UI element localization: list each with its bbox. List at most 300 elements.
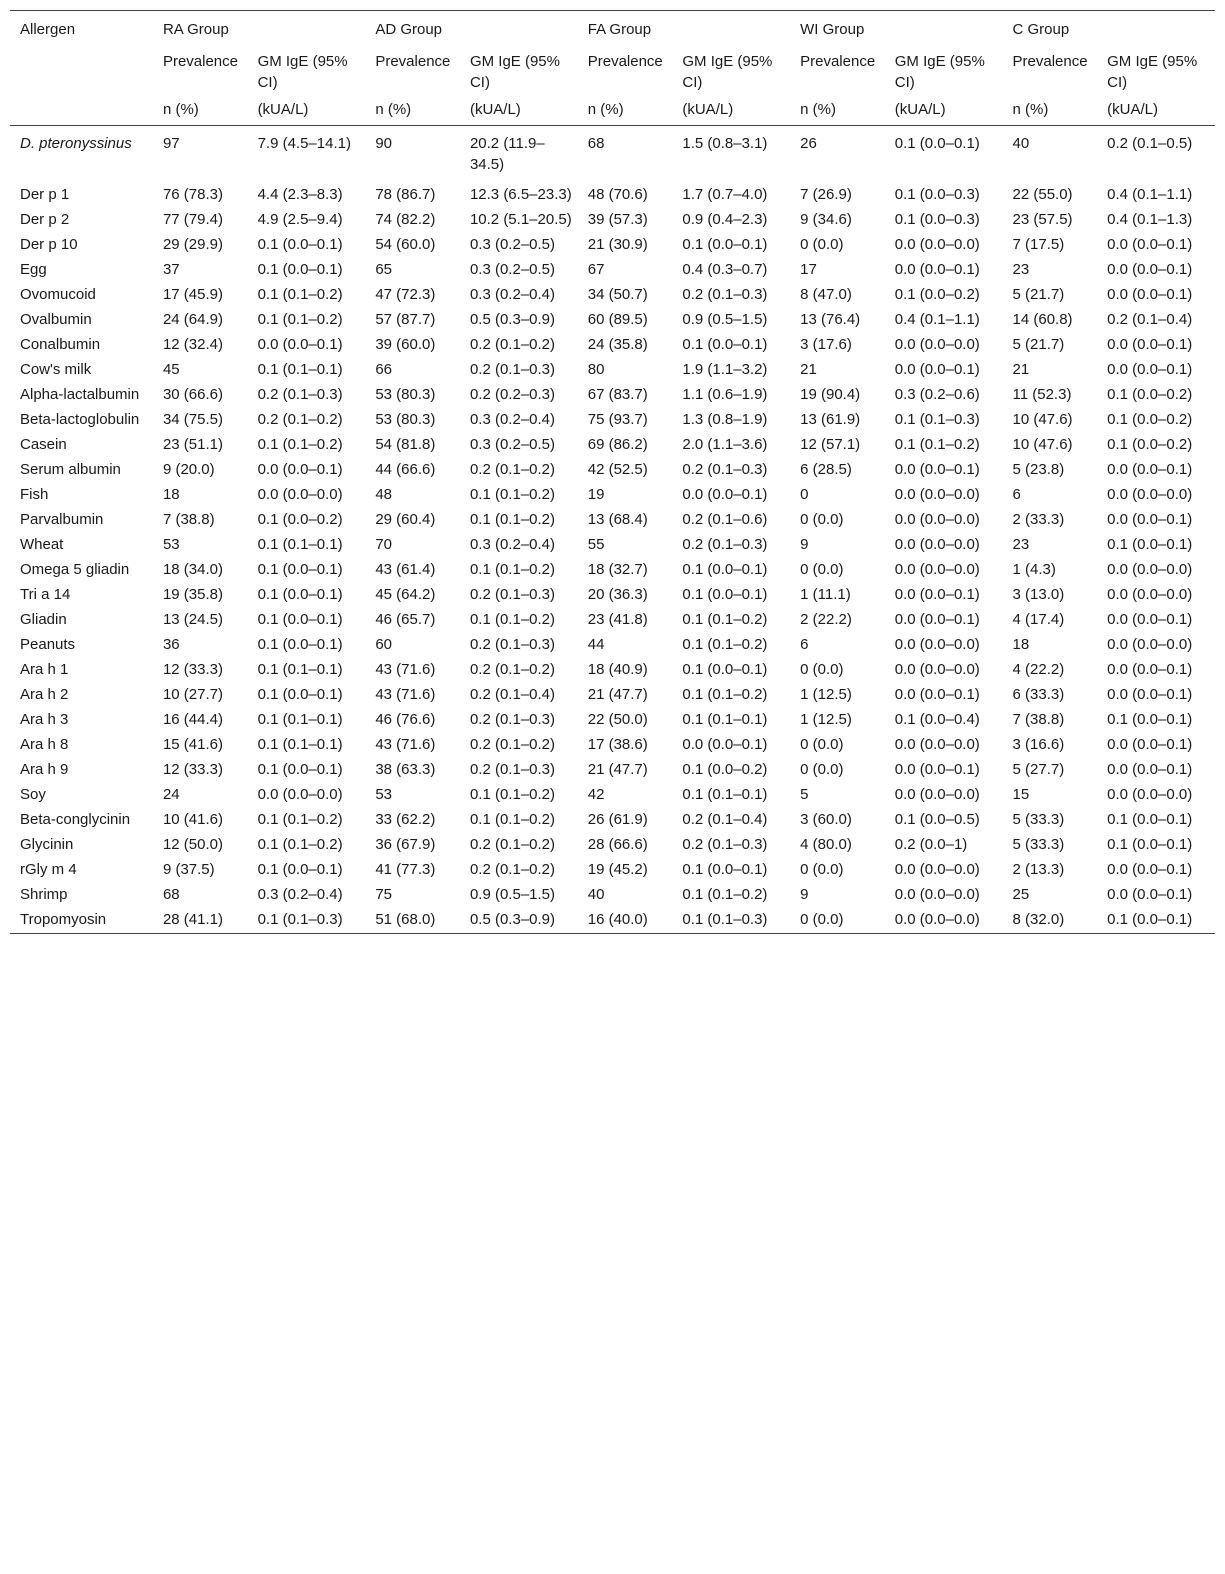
gm-ige-cell-fa: 0.1 (0.1–0.2) xyxy=(682,686,768,703)
table-row xyxy=(10,806,1215,831)
gm-ige-cell-c: 0.4 (0.1–1.3) xyxy=(1107,211,1193,228)
prevalence-cell-wi: 0 (0.0) xyxy=(800,236,844,253)
group-header-wi: WI Group xyxy=(800,21,865,38)
gm-ige-cell-ad: 12.3 (6.5–23.3) xyxy=(469,186,572,203)
prevalence-cell-wi: 12 (57.1) xyxy=(800,436,861,453)
gm-ige-cell-ra: 0.1 (0.0–0.1) xyxy=(257,561,343,578)
allergen-name: Ovalbumin xyxy=(20,311,92,328)
table-row xyxy=(10,556,1215,581)
prevalence-cell-ad: 65 xyxy=(375,261,393,278)
prevalence-cell-fa: 75 (93.7) xyxy=(587,411,648,428)
unit-prevalence: n (%) xyxy=(365,99,460,126)
gm-ige-cell-fa: 1.7 (0.7–4.0) xyxy=(682,186,768,203)
prevalence-cell-ra: 76 (78.3) xyxy=(162,186,223,203)
prevalence-cell-wi: 9 xyxy=(800,536,809,553)
prevalence-cell-wi: 26 xyxy=(800,135,817,152)
table-row xyxy=(10,831,1215,856)
prevalence-cell-fa: 39 (57.3) xyxy=(587,211,648,228)
gm-ige-cell-wi: 0.4 (0.1–1.1) xyxy=(894,311,980,328)
allergen-name: Der p 2 xyxy=(20,211,70,228)
gm-ige-cell-c: 0.0 (0.0–0.1) xyxy=(1107,261,1193,278)
prevalence-cell-fa: 21 (47.7) xyxy=(587,686,648,703)
prevalence-cell-fa: 42 (52.5) xyxy=(587,461,648,478)
gm-ige-cell-ra: 7.9 (4.5–14.1) xyxy=(257,135,351,152)
prevalence-cell-c: 3 (16.6) xyxy=(1012,736,1065,753)
prevalence-cell-wi: 5 xyxy=(800,786,809,803)
gm-ige-cell-wi: 0.0 (0.0–0.0) xyxy=(894,336,980,353)
gm-ige-cell-c: 0.1 (0.0–0.2) xyxy=(1107,411,1193,428)
allergen-name: Glycinin xyxy=(20,836,74,853)
prevalence-cell-fa: 17 (38.6) xyxy=(587,736,648,753)
prevalence-cell-fa: 21 (30.9) xyxy=(587,236,648,253)
table-row xyxy=(10,306,1215,331)
group-header-c: C Group xyxy=(1012,21,1070,38)
allergen-name: Der p 1 xyxy=(20,186,70,203)
prevalence-cell-ra: 9 (20.0) xyxy=(162,461,215,478)
subheader-gm-ige: GM IgE (95% CI) xyxy=(894,53,985,91)
gm-ige-cell-fa: 0.1 (0.0–0.1) xyxy=(682,661,768,678)
prevalence-cell-fa: 18 (32.7) xyxy=(587,561,648,578)
prevalence-cell-c: 11 (52.3) xyxy=(1012,386,1072,403)
gm-ige-cell-ra: 0.1 (0.0–0.1) xyxy=(257,586,343,603)
prevalence-cell-fa: 26 (61.9) xyxy=(587,811,648,828)
gm-ige-cell-ad: 0.2 (0.1–0.2) xyxy=(469,661,556,678)
prevalence-cell-ra: 12 (33.3) xyxy=(162,661,223,678)
group-header-ad: AD Group xyxy=(375,21,443,38)
allergen-name: Peanuts xyxy=(20,636,76,653)
subheader-prevalence: Prevalence xyxy=(1012,53,1088,70)
gm-ige-cell-wi: 0.0 (0.0–0.0) xyxy=(894,886,980,903)
allergen-name: Shrimp xyxy=(20,886,68,903)
prevalence-cell-ra: 12 (50.0) xyxy=(162,836,223,853)
prevalence-cell-fa: 19 xyxy=(587,486,605,503)
prevalence-cell-wi: 13 (76.4) xyxy=(800,311,861,328)
gm-ige-cell-c: 0.0 (0.0–0.1) xyxy=(1107,686,1193,703)
prevalence-cell-ra: 45 xyxy=(162,361,180,378)
gm-ige-cell-c: 0.0 (0.0–0.1) xyxy=(1107,286,1193,303)
table-row xyxy=(10,681,1215,706)
table-row xyxy=(10,706,1215,731)
prevalence-cell-c: 7 (17.5) xyxy=(1012,236,1065,253)
gm-ige-cell-wi: 0.0 (0.0–0.0) xyxy=(894,236,980,253)
gm-ige-cell-ra: 0.1 (0.0–0.1) xyxy=(257,236,343,253)
gm-ige-cell-c: 0.0 (0.0–0.1) xyxy=(1107,861,1193,878)
prevalence-cell-ad: 53 (80.3) xyxy=(375,411,436,428)
prevalence-cell-c: 18 xyxy=(1012,636,1030,653)
gm-ige-cell-ra: 4.4 (2.3–8.3) xyxy=(257,186,343,203)
gm-ige-cell-fa: 0.1 (0.1–0.3) xyxy=(682,911,768,928)
prevalence-cell-wi: 3 (60.0) xyxy=(800,811,852,828)
gm-ige-cell-fa: 0.2 (0.1–0.3) xyxy=(682,536,768,553)
gm-ige-cell-ad: 0.3 (0.2–0.5) xyxy=(469,236,556,253)
prevalence-cell-fa: 80 xyxy=(587,361,605,378)
prevalence-cell-ad: 60 xyxy=(375,636,393,653)
subheader-gm-ige: GM IgE (95% CI) xyxy=(469,53,560,91)
gm-ige-cell-wi: 0.0 (0.0–0.0) xyxy=(894,486,980,503)
prevalence-cell-c: 14 (60.8) xyxy=(1012,311,1073,328)
table-row xyxy=(10,406,1215,431)
gm-ige-cell-fa: 2.0 (1.1–3.6) xyxy=(682,436,768,453)
gm-ige-cell-wi: 0.0 (0.0–0.1) xyxy=(894,686,980,703)
prevalence-cell-ra: 28 (41.1) xyxy=(162,911,223,928)
unit-gm-ige: (kUA/L) xyxy=(885,99,1003,126)
prevalence-cell-c: 2 (33.3) xyxy=(1012,511,1065,528)
subheader-gm-ige: GM IgE (95% CI) xyxy=(682,53,773,91)
table-row xyxy=(10,781,1215,806)
prevalence-cell-c: 21 xyxy=(1012,361,1030,378)
header-row-groups xyxy=(10,11,1215,52)
prevalence-cell-ad: 45 (64.2) xyxy=(375,586,436,603)
prevalence-cell-wi: 19 (90.4) xyxy=(800,386,861,403)
prevalence-cell-c: 2 (13.3) xyxy=(1012,861,1065,878)
prevalence-cell-wi: 2 (22.2) xyxy=(800,611,852,628)
gm-ige-cell-c: 0.0 (0.0–0.1) xyxy=(1107,886,1193,903)
prevalence-cell-fa: 69 (86.2) xyxy=(587,436,648,453)
gm-ige-cell-c: 0.0 (0.0–0.1) xyxy=(1107,611,1193,628)
gm-ige-cell-fa: 1.3 (0.8–1.9) xyxy=(682,411,768,428)
gm-ige-cell-c: 0.0 (0.0–0.1) xyxy=(1107,761,1193,778)
prevalence-cell-fa: 16 (40.0) xyxy=(587,911,648,928)
prevalence-cell-ra: 13 (24.5) xyxy=(162,611,223,628)
gm-ige-cell-wi: 0.1 (0.1–0.2) xyxy=(894,436,980,453)
prevalence-cell-wi: 1 (12.5) xyxy=(800,686,852,703)
prevalence-cell-ra: 16 (44.4) xyxy=(162,711,223,728)
gm-ige-cell-fa: 0.4 (0.3–0.7) xyxy=(682,261,768,278)
prevalence-cell-wi: 21 xyxy=(800,361,817,378)
gm-ige-cell-c: 0.0 (0.0–0.1) xyxy=(1107,511,1193,528)
table-body xyxy=(10,126,1215,934)
allergen-column-header: Allergen xyxy=(20,21,76,38)
prevalence-cell-ad: 43 (71.6) xyxy=(375,686,436,703)
gm-ige-cell-wi: 0.1 (0.1–0.3) xyxy=(894,411,980,428)
gm-ige-cell-ad: 0.2 (0.1–0.2) xyxy=(469,861,556,878)
gm-ige-cell-fa: 0.9 (0.5–1.5) xyxy=(682,311,768,328)
gm-ige-cell-c: 0.0 (0.0–0.1) xyxy=(1107,661,1193,678)
gm-ige-cell-ad: 0.3 (0.2–0.4) xyxy=(469,286,556,303)
gm-ige-cell-fa: 0.2 (0.1–0.3) xyxy=(682,286,768,303)
gm-ige-cell-ra: 0.1 (0.1–0.1) xyxy=(257,361,343,378)
gm-ige-cell-ad: 0.1 (0.1–0.2) xyxy=(469,486,556,503)
allergen-name: Casein xyxy=(20,436,67,453)
gm-ige-cell-ad: 0.9 (0.5–1.5) xyxy=(469,886,556,903)
allergen-name: Beta-conglycinin xyxy=(20,811,131,828)
gm-ige-cell-fa: 0.2 (0.1–0.3) xyxy=(682,836,768,853)
gm-ige-cell-fa: 0.1 (0.0–0.1) xyxy=(682,561,768,578)
subheader-gm-ige: GM IgE (95% CI) xyxy=(1107,53,1198,91)
prevalence-cell-ra: 24 xyxy=(162,786,180,803)
gm-ige-cell-ra: 0.1 (0.1–0.1) xyxy=(257,536,343,553)
gm-ige-cell-ra: 0.0 (0.0–0.1) xyxy=(257,336,343,353)
prevalence-cell-wi: 0 (0.0) xyxy=(800,761,844,778)
table-row xyxy=(10,656,1215,681)
prevalence-cell-c: 6 (33.3) xyxy=(1012,686,1065,703)
gm-ige-cell-wi: 0.0 (0.0–0.1) xyxy=(894,261,980,278)
prevalence-cell-ad: 57 (87.7) xyxy=(375,311,436,328)
unit-gm-ige: (kUA/L) xyxy=(1097,99,1215,126)
allergen-name: Omega 5 gliadin xyxy=(20,561,130,578)
prevalence-cell-wi: 6 xyxy=(800,636,809,653)
gm-ige-cell-ra: 0.1 (0.0–0.1) xyxy=(257,261,343,278)
prevalence-cell-ra: 23 (51.1) xyxy=(162,436,223,453)
gm-ige-cell-ra: 0.1 (0.0–0.1) xyxy=(257,636,343,653)
prevalence-cell-c: 5 (23.8) xyxy=(1012,461,1065,478)
gm-ige-cell-ra: 0.1 (0.1–0.3) xyxy=(257,911,343,928)
allergen-name: Conalbumin xyxy=(20,336,101,353)
gm-ige-cell-fa: 0.1 (0.1–0.2) xyxy=(682,611,768,628)
gm-ige-cell-ad: 0.2 (0.1–0.2) xyxy=(469,836,556,853)
prevalence-cell-ad: 43 (71.6) xyxy=(375,736,436,753)
group-header-ra: RA Group xyxy=(162,21,229,38)
gm-ige-cell-c: 0.0 (0.0–0.0) xyxy=(1107,586,1193,603)
gm-ige-cell-ad: 0.2 (0.1–0.3) xyxy=(469,711,556,728)
prevalence-cell-ra: 15 (41.6) xyxy=(162,736,223,753)
prevalence-cell-c: 40 xyxy=(1012,135,1030,152)
gm-ige-cell-ad: 0.2 (0.1–0.3) xyxy=(469,636,556,653)
gm-ige-cell-wi: 0.0 (0.0–0.0) xyxy=(894,911,980,928)
gm-ige-cell-ad: 0.2 (0.2–0.3) xyxy=(469,386,556,403)
gm-ige-cell-c: 0.1 (0.0–0.1) xyxy=(1107,836,1193,853)
gm-ige-cell-fa: 0.1 (0.1–0.2) xyxy=(682,636,768,653)
gm-ige-cell-ra: 0.1 (0.1–0.2) xyxy=(257,436,343,453)
gm-ige-cell-c: 0.0 (0.0–0.0) xyxy=(1107,486,1193,503)
prevalence-cell-ra: 19 (35.8) xyxy=(162,586,223,603)
gm-ige-cell-ra: 0.1 (0.1–0.2) xyxy=(257,286,343,303)
gm-ige-cell-fa: 0.0 (0.0–0.1) xyxy=(682,736,768,753)
table-row xyxy=(10,381,1215,406)
prevalence-cell-c: 5 (21.7) xyxy=(1012,336,1065,353)
gm-ige-cell-ra: 0.1 (0.1–0.1) xyxy=(257,711,343,728)
gm-ige-cell-wi: 0.0 (0.0–0.1) xyxy=(894,611,980,628)
gm-ige-cell-fa: 0.1 (0.0–0.1) xyxy=(682,861,768,878)
gm-ige-cell-fa: 0.2 (0.1–0.4) xyxy=(682,811,768,828)
prevalence-cell-ra: 37 xyxy=(162,261,180,278)
prevalence-cell-ra: 24 (64.9) xyxy=(162,311,223,328)
prevalence-cell-wi: 0 (0.0) xyxy=(800,661,844,678)
gm-ige-cell-c: 0.0 (0.0–0.0) xyxy=(1107,561,1193,578)
allergen-name: rGly m 4 xyxy=(20,861,77,878)
gm-ige-cell-wi: 0.0 (0.0–0.1) xyxy=(894,761,980,778)
allergen-table xyxy=(10,10,1215,934)
gm-ige-cell-ra: 0.1 (0.0–0.1) xyxy=(257,611,343,628)
table-row xyxy=(10,331,1215,356)
allergen-name: Beta-lactoglobulin xyxy=(20,411,140,428)
gm-ige-cell-c: 0.0 (0.0–0.0) xyxy=(1107,636,1193,653)
gm-ige-cell-wi: 0.1 (0.0–0.5) xyxy=(894,811,980,828)
gm-ige-cell-c: 0.0 (0.0–0.1) xyxy=(1107,361,1193,378)
prevalence-cell-fa: 34 (50.7) xyxy=(587,286,648,303)
allergen-name: Der p 10 xyxy=(20,236,78,253)
gm-ige-cell-fa: 1.5 (0.8–3.1) xyxy=(682,135,768,152)
prevalence-cell-ra: 34 (75.5) xyxy=(162,411,223,428)
gm-ige-cell-fa: 1.1 (0.6–1.9) xyxy=(682,386,768,403)
prevalence-cell-ad: 43 (71.6) xyxy=(375,661,436,678)
gm-ige-cell-c: 0.0 (0.0–0.1) xyxy=(1107,736,1193,753)
gm-ige-cell-wi: 0.0 (0.0–0.1) xyxy=(894,361,980,378)
prevalence-cell-fa: 60 (89.5) xyxy=(587,311,648,328)
table-row xyxy=(10,181,1215,206)
allergen-name: Ara h 2 xyxy=(20,686,69,703)
gm-ige-cell-ra: 0.1 (0.0–0.1) xyxy=(257,761,343,778)
table-row xyxy=(10,431,1215,456)
prevalence-cell-wi: 8 (47.0) xyxy=(800,286,852,303)
prevalence-cell-wi: 9 xyxy=(800,886,809,903)
prevalence-cell-ad: 29 (60.4) xyxy=(375,511,436,528)
unit-prevalence: n (%) xyxy=(1003,99,1098,126)
table-row xyxy=(10,231,1215,256)
prevalence-cell-c: 10 (47.6) xyxy=(1012,436,1073,453)
gm-ige-cell-wi: 0.1 (0.0–0.1) xyxy=(894,135,980,152)
gm-ige-cell-c: 0.1 (0.0–0.2) xyxy=(1107,436,1193,453)
prevalence-cell-c: 4 (17.4) xyxy=(1012,611,1065,628)
gm-ige-cell-fa: 0.0 (0.0–0.1) xyxy=(682,486,768,503)
gm-ige-cell-ra: 0.1 (0.0–0.1) xyxy=(257,861,343,878)
table-row xyxy=(10,731,1215,756)
table-row xyxy=(10,581,1215,606)
table-row xyxy=(10,256,1215,281)
gm-ige-cell-wi: 0.0 (0.0–0.0) xyxy=(894,636,980,653)
gm-ige-cell-wi: 0.1 (0.0–0.3) xyxy=(894,211,980,228)
gm-ige-cell-fa: 0.1 (0.0–0.1) xyxy=(682,336,768,353)
gm-ige-cell-ad: 0.2 (0.1–0.2) xyxy=(469,736,556,753)
prevalence-cell-wi: 0 (0.0) xyxy=(800,511,844,528)
prevalence-cell-ad: 74 (82.2) xyxy=(375,211,436,228)
prevalence-cell-ad: 46 (65.7) xyxy=(375,611,436,628)
prevalence-cell-wi: 13 (61.9) xyxy=(800,411,861,428)
gm-ige-cell-wi: 0.0 (0.0–0.0) xyxy=(894,736,980,753)
gm-ige-cell-ad: 0.3 (0.2–0.5) xyxy=(469,436,556,453)
allergen-name: Alpha-lactalbumin xyxy=(20,386,140,403)
prevalence-cell-wi: 1 (12.5) xyxy=(800,711,852,728)
prevalence-cell-ad: 33 (62.2) xyxy=(375,811,436,828)
table-row xyxy=(10,126,1215,182)
prevalence-cell-c: 5 (21.7) xyxy=(1012,286,1065,303)
gm-ige-cell-fa: 0.9 (0.4–2.3) xyxy=(682,211,768,228)
prevalence-cell-fa: 55 xyxy=(587,536,605,553)
gm-ige-cell-c: 0.1 (0.0–0.1) xyxy=(1107,911,1193,928)
table-header xyxy=(10,11,1215,126)
group-header-fa: FA Group xyxy=(587,21,652,38)
prevalence-cell-fa: 40 xyxy=(587,886,605,903)
prevalence-cell-fa: 20 (36.3) xyxy=(587,586,648,603)
table-row xyxy=(10,506,1215,531)
prevalence-cell-ra: 18 (34.0) xyxy=(162,561,223,578)
allergen-name: Cow's milk xyxy=(20,361,92,378)
gm-ige-cell-ra: 0.0 (0.0–0.0) xyxy=(257,486,343,503)
subheader-prevalence: Prevalence xyxy=(800,53,876,70)
subheader-prevalence: Prevalence xyxy=(162,53,238,70)
gm-ige-cell-c: 0.0 (0.0–0.0) xyxy=(1107,786,1193,803)
gm-ige-cell-fa: 0.2 (0.1–0.6) xyxy=(682,511,768,528)
prevalence-cell-ra: 77 (79.4) xyxy=(162,211,223,228)
gm-ige-cell-c: 0.0 (0.0–0.1) xyxy=(1107,336,1193,353)
prevalence-cell-c: 23 (57.5) xyxy=(1012,211,1073,228)
gm-ige-cell-ra: 0.1 (0.1–0.1) xyxy=(257,661,343,678)
prevalence-cell-wi: 9 (34.6) xyxy=(800,211,852,228)
prevalence-cell-ra: 10 (41.6) xyxy=(162,811,223,828)
gm-ige-cell-ad: 0.5 (0.3–0.9) xyxy=(469,311,556,328)
gm-ige-cell-ra: 0.1 (0.1–0.2) xyxy=(257,311,343,328)
table-row xyxy=(10,906,1215,934)
table-row xyxy=(10,531,1215,556)
table-row xyxy=(10,631,1215,656)
prevalence-cell-ra: 36 xyxy=(162,636,180,653)
prevalence-cell-fa: 67 (83.7) xyxy=(587,386,648,403)
prevalence-cell-ad: 44 (66.6) xyxy=(375,461,436,478)
header-row-measures xyxy=(10,51,1215,99)
allergen-table-container xyxy=(10,10,1215,934)
allergen-name: Gliadin xyxy=(20,611,67,628)
prevalence-cell-ra: 12 (33.3) xyxy=(162,761,223,778)
gm-ige-cell-ad: 0.2 (0.1–0.3) xyxy=(469,361,556,378)
prevalence-cell-fa: 48 (70.6) xyxy=(587,186,648,203)
prevalence-cell-ad: 78 (86.7) xyxy=(375,186,436,203)
subheader-prevalence: Prevalence xyxy=(375,53,451,70)
prevalence-cell-ra: 30 (66.6) xyxy=(162,386,223,403)
prevalence-cell-fa: 18 (40.9) xyxy=(587,661,648,678)
allergen-name: Ara h 1 xyxy=(20,661,69,678)
table-row xyxy=(10,606,1215,631)
prevalence-cell-ad: 41 (77.3) xyxy=(375,861,436,878)
prevalence-cell-ad: 43 (61.4) xyxy=(375,561,436,578)
gm-ige-cell-ra: 0.3 (0.2–0.4) xyxy=(257,886,343,903)
gm-ige-cell-ra: 0.0 (0.0–0.0) xyxy=(257,786,343,803)
gm-ige-cell-fa: 0.1 (0.0–0.2) xyxy=(682,761,768,778)
gm-ige-cell-fa: 1.9 (1.1–3.2) xyxy=(682,361,768,378)
prevalence-cell-wi: 4 (80.0) xyxy=(800,836,852,853)
prevalence-cell-fa: 44 xyxy=(587,636,605,653)
unit-prevalence: n (%) xyxy=(578,99,673,126)
allergen-name: Ara h 9 xyxy=(20,761,69,778)
allergen-name: D. pteronyssinus xyxy=(20,135,132,152)
prevalence-cell-fa: 21 (47.7) xyxy=(587,761,648,778)
prevalence-cell-fa: 24 (35.8) xyxy=(587,336,648,353)
gm-ige-cell-c: 0.0 (0.0–0.1) xyxy=(1107,461,1193,478)
prevalence-cell-ra: 29 (29.9) xyxy=(162,236,223,253)
gm-ige-cell-c: 0.1 (0.0–0.2) xyxy=(1107,386,1193,403)
prevalence-cell-ad: 48 xyxy=(375,486,393,503)
prevalence-cell-wi: 6 (28.5) xyxy=(800,461,852,478)
prevalence-cell-wi: 1 (11.1) xyxy=(800,586,851,603)
prevalence-cell-ra: 97 xyxy=(162,135,180,152)
table-row xyxy=(10,856,1215,881)
prevalence-cell-ad: 47 (72.3) xyxy=(375,286,436,303)
gm-ige-cell-ad: 10.2 (5.1–20.5) xyxy=(469,211,572,228)
gm-ige-cell-ad: 0.2 (0.1–0.3) xyxy=(469,586,556,603)
prevalence-cell-c: 23 xyxy=(1012,261,1030,278)
gm-ige-cell-ad: 0.1 (0.1–0.2) xyxy=(469,511,556,528)
allergen-name: Fish xyxy=(20,486,49,503)
gm-ige-cell-ra: 0.2 (0.1–0.3) xyxy=(257,386,343,403)
gm-ige-cell-c: 0.1 (0.0–0.1) xyxy=(1107,536,1193,553)
prevalence-cell-ad: 66 xyxy=(375,361,393,378)
gm-ige-cell-ad: 0.2 (0.1–0.2) xyxy=(469,461,556,478)
gm-ige-cell-fa: 0.1 (0.1–0.1) xyxy=(682,786,768,803)
gm-ige-cell-c: 0.4 (0.1–1.1) xyxy=(1107,186,1193,203)
gm-ige-cell-c: 0.1 (0.0–0.1) xyxy=(1107,811,1193,828)
subheader-prevalence: Prevalence xyxy=(587,53,663,70)
header-blank xyxy=(10,99,153,126)
unit-prevalence: n (%) xyxy=(153,99,248,126)
prevalence-cell-c: 15 xyxy=(1012,786,1030,803)
allergen-name: Parvalbumin xyxy=(20,511,104,528)
gm-ige-cell-wi: 0.0 (0.0–0.1) xyxy=(894,586,980,603)
header-blank xyxy=(10,51,153,99)
gm-ige-cell-ra: 0.1 (0.1–0.1) xyxy=(257,736,343,753)
prevalence-cell-ad: 75 xyxy=(375,886,393,903)
prevalence-cell-c: 5 (33.3) xyxy=(1012,811,1065,828)
gm-ige-cell-wi: 0.1 (0.0–0.2) xyxy=(894,286,980,303)
gm-ige-cell-wi: 0.0 (0.0–0.0) xyxy=(894,861,980,878)
